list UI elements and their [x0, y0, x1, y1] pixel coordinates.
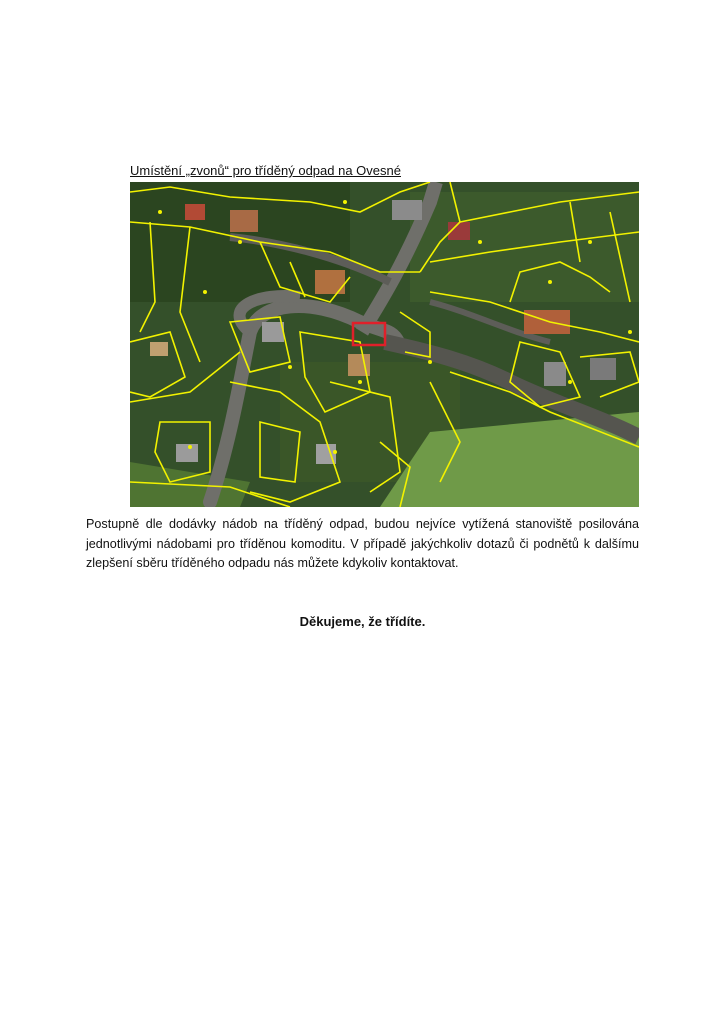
parcel-label-dot — [588, 240, 592, 244]
building — [262, 322, 284, 342]
parcel-label-dot — [203, 290, 207, 294]
aerial-cadastral-map — [130, 182, 639, 507]
parcel-label-dot — [478, 240, 482, 244]
building — [176, 444, 198, 462]
parcel-label-dot — [333, 450, 337, 454]
building — [230, 210, 258, 232]
parcel-label-dot — [158, 210, 162, 214]
body-paragraph: Postupně dle dodávky nádob na tříděný odpad, budou nejvíce vytížená stanoviště posilována jednotlivými nádobami pro tříděnou komoditu. V případě jakýchkoliv dotazů či podnětů k dalšímu zlepšení sběru tříděného odpadu nás můžete kdykoliv kontaktovat. — [86, 517, 639, 570]
parcel-label-dot — [358, 380, 362, 384]
building — [544, 362, 566, 386]
parcel-label-dot — [188, 445, 192, 449]
parcel-label-dot — [343, 200, 347, 204]
parcel-label-dot — [628, 330, 632, 334]
parcel-label-dot — [548, 280, 552, 284]
parcel-label-dot — [428, 360, 432, 364]
building — [315, 270, 345, 294]
map-caption: Umístění „zvonů“ pro tříděný odpad na Ovesné — [130, 163, 401, 178]
building — [524, 310, 570, 334]
building — [185, 204, 205, 220]
closing-line: Děkujeme, že třídíte. — [299, 614, 426, 629]
parcel-label-dot — [238, 240, 242, 244]
parcel-label-dot — [568, 380, 572, 384]
parcel-label-dot — [288, 365, 292, 369]
building — [392, 200, 422, 220]
building — [150, 342, 168, 356]
building — [590, 358, 616, 380]
